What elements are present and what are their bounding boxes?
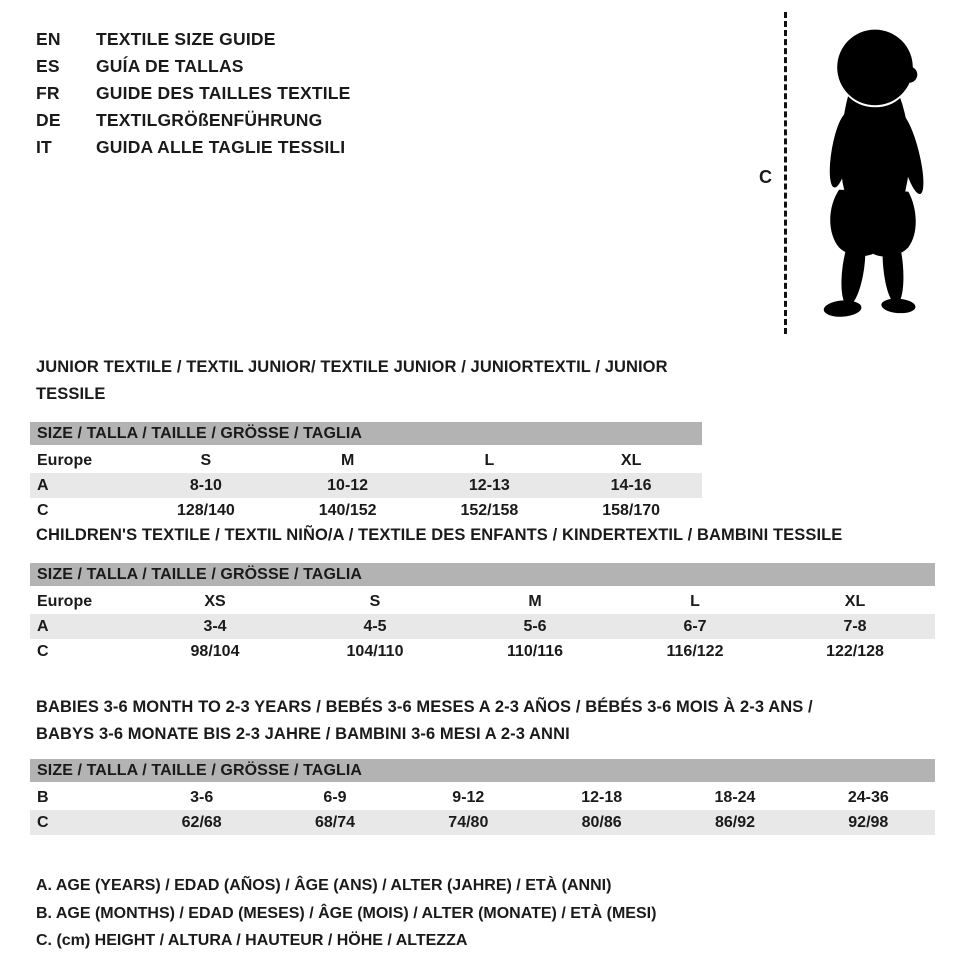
row-label: Europe bbox=[37, 452, 93, 469]
baby-silhouette-icon bbox=[803, 12, 938, 337]
table-row bbox=[30, 785, 935, 810]
table-cell: L bbox=[484, 452, 495, 469]
footnote-age-months: B. AGE (MONTHS) / EDAD (MESES) / ÂGE (MOIS) / ALTER (MONATE) / ETÀ (MESI) bbox=[36, 904, 657, 922]
table-row bbox=[30, 448, 702, 473]
table-header-bar: SIZE / TALLA / TAILLE / GRÖSSE / TAGLIA bbox=[30, 563, 935, 586]
table-cell: M bbox=[340, 452, 355, 469]
language-code: IT bbox=[36, 137, 52, 157]
table-cell: 80/86 bbox=[581, 814, 622, 831]
table-cell: 14-16 bbox=[610, 477, 652, 494]
table-cell: S bbox=[369, 593, 381, 610]
footnote-age-years: A. AGE (YEARS) / EDAD (AÑOS) / ÂGE (ANS) / ALTER (JAHRE) / ETÀ (ANNI) bbox=[36, 877, 612, 894]
table-cell: 74/80 bbox=[448, 814, 489, 831]
table-cell: 110/116 bbox=[506, 643, 564, 660]
table-cell: 8-10 bbox=[189, 477, 222, 494]
footnote-height: C. (cm) HEIGHT / ALTURA / HAUTEUR / HÖHE / ALTEZZA bbox=[36, 932, 468, 949]
row-label: Europe bbox=[37, 593, 93, 610]
table-cell: XL bbox=[844, 593, 866, 610]
table-cell: 6-7 bbox=[683, 618, 707, 635]
language-title: GUIDE DES TAILLES TEXTILE bbox=[96, 83, 351, 103]
table-cell: 3-6 bbox=[190, 789, 214, 806]
table-cell: 86/92 bbox=[714, 814, 755, 831]
table-cell: S bbox=[200, 452, 212, 469]
table-row bbox=[30, 498, 702, 523]
language-code: FR bbox=[36, 83, 60, 103]
language-code: DE bbox=[36, 110, 61, 130]
table-cell: 12-18 bbox=[581, 789, 623, 806]
footnotes bbox=[36, 872, 656, 955]
table-cell: 158/170 bbox=[602, 502, 661, 519]
language-row bbox=[36, 134, 351, 161]
children-size-table bbox=[30, 563, 935, 664]
table-cell: XL bbox=[620, 452, 642, 469]
table-cell: 4-5 bbox=[363, 618, 387, 635]
language-code: EN bbox=[36, 29, 61, 49]
section-title: BABIES 3-6 MONTH TO 2-3 YEARS / BEBÉS 3-6 MESES A 2-3 AÑOS / BÉBÉS 3-6 MOIS À 2-3 ANS / BABYS 3-6 MONATE BIS 2-3 JAHRE / BAMBINI 3-6 MESI A 2-3 ANNI bbox=[36, 698, 813, 743]
table-cell: 128/140 bbox=[176, 502, 235, 519]
language-row bbox=[36, 53, 351, 80]
row-label: C bbox=[37, 814, 49, 831]
table-cell: 152/158 bbox=[460, 502, 519, 519]
language-title: GUÍA DE TALLAS bbox=[96, 56, 244, 76]
table-cell: 3-4 bbox=[203, 618, 227, 635]
language-row bbox=[36, 107, 351, 134]
table-cell: XS bbox=[204, 593, 226, 610]
table-row bbox=[30, 614, 935, 639]
table-row bbox=[30, 810, 935, 835]
language-code: ES bbox=[36, 56, 60, 76]
language-list bbox=[36, 26, 351, 161]
section-babies bbox=[30, 694, 935, 835]
table-cell: 6-9 bbox=[323, 789, 347, 806]
row-label: B bbox=[37, 789, 49, 806]
table-cell: 18-24 bbox=[714, 789, 756, 806]
section-title: CHILDREN'S TEXTILE / TEXTIL NIÑO/A / TEXTILE DES ENFANTS / KINDERTEXTIL / BAMBINI TESSILE bbox=[36, 526, 843, 544]
row-label: C bbox=[37, 502, 49, 519]
table-cell: 104/110 bbox=[346, 643, 404, 660]
height-measure-label: C bbox=[759, 166, 772, 187]
table-cell: M bbox=[528, 593, 542, 610]
table-cell: 10-12 bbox=[327, 477, 369, 494]
row-label: A bbox=[37, 477, 49, 494]
table-cell: 92/98 bbox=[848, 814, 889, 831]
table-row bbox=[30, 639, 935, 664]
section-title: JUNIOR TEXTILE / TEXTIL JUNIOR/ TEXTILE JUNIOR / JUNIORTEXTIL / JUNIOR TESSILE bbox=[36, 358, 668, 403]
language-title: TEXTILE SIZE GUIDE bbox=[96, 29, 276, 49]
table-header-bar: SIZE / TALLA / TAILLE / GRÖSSE / TAGLIA bbox=[30, 759, 935, 782]
table-cell: 24-36 bbox=[847, 789, 889, 806]
row-label: C bbox=[37, 643, 49, 660]
table-cell: 98/104 bbox=[190, 643, 240, 660]
table-cell: 5-6 bbox=[523, 618, 547, 635]
table-cell: 9-12 bbox=[452, 789, 485, 806]
section-children bbox=[30, 522, 935, 664]
table-cell: L bbox=[690, 593, 700, 610]
language-row bbox=[36, 26, 351, 53]
table-cell: 7-8 bbox=[843, 618, 867, 635]
height-figure bbox=[759, 12, 938, 342]
table-cell: 62/68 bbox=[181, 814, 222, 831]
table-row bbox=[30, 589, 935, 614]
junior-size-table bbox=[30, 422, 702, 523]
babies-size-table bbox=[30, 759, 935, 835]
table-cell: 122/128 bbox=[826, 643, 884, 660]
table-cell: 140/152 bbox=[318, 502, 377, 519]
language-title: TEXTILGRÖßENFÜHRUNG bbox=[96, 110, 323, 130]
table-cell: 68/74 bbox=[314, 814, 356, 831]
section-junior bbox=[30, 354, 702, 523]
table-row bbox=[30, 473, 702, 498]
table-cell: 12-13 bbox=[468, 477, 510, 494]
language-title: GUIDA ALLE TAGLIE TESSILI bbox=[96, 137, 346, 157]
language-row bbox=[36, 80, 351, 107]
row-label: A bbox=[37, 618, 49, 635]
height-measure-line bbox=[784, 12, 787, 334]
table-header-bar: SIZE / TALLA / TAILLE / GRÖSSE / TAGLIA bbox=[30, 422, 702, 445]
table-cell: 116/122 bbox=[666, 643, 724, 660]
